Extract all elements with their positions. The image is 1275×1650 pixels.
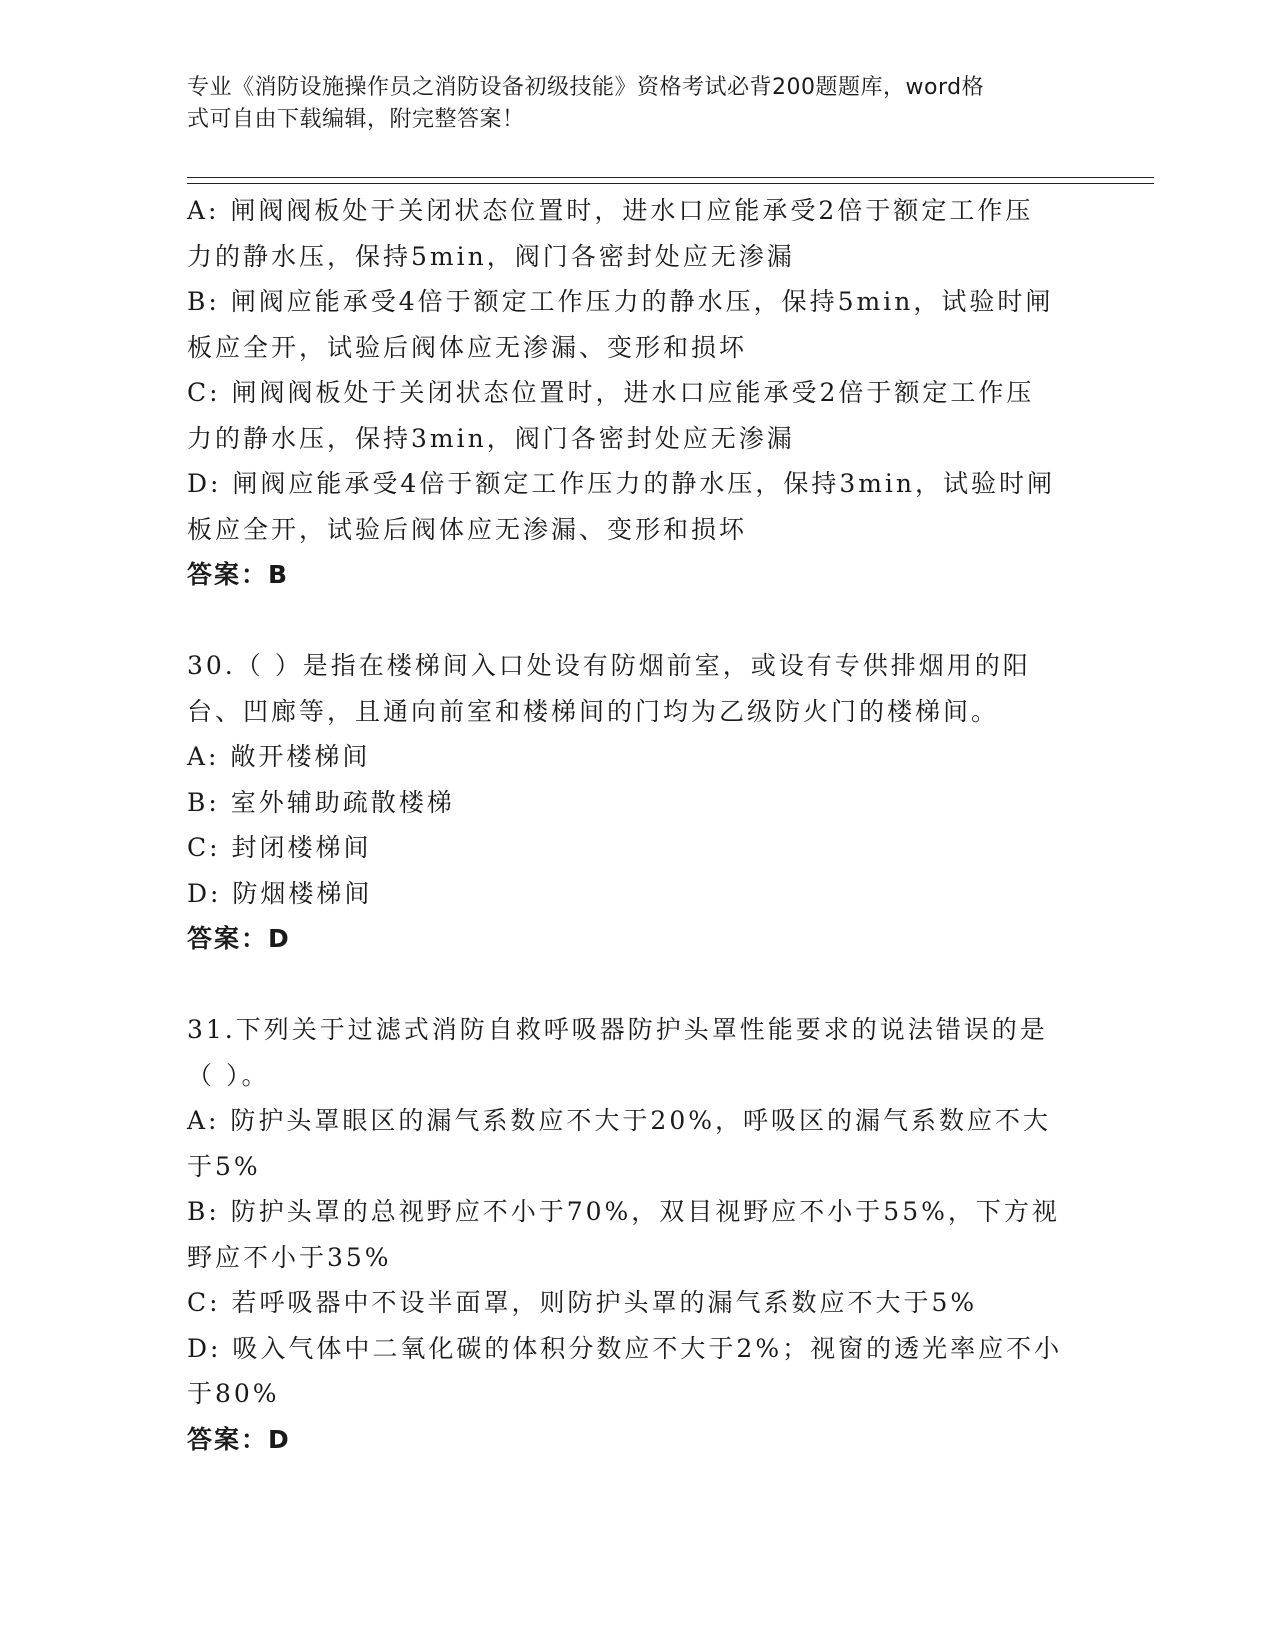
page-header — [187, 72, 1077, 136]
option-a-line-2: 于5% — [187, 1151, 261, 1181]
option-d: D: 防烟楼梯间 — [187, 878, 373, 908]
question-stem-line-2: （ ）。 — [187, 1060, 270, 1090]
question-stem-line-1: 31.下列关于过滤式消防自救呼吸器防护头罩性能要求的说法错误的是 — [187, 1015, 1048, 1044]
option-b-line-1: B: 闸阀应能承受4倍于额定工作压力的静水压，保持5min，试验时闸 — [187, 287, 1054, 316]
question-30 — [187, 643, 1087, 962]
header-divider-bottom — [187, 183, 1154, 184]
question-stem-line-2: 台、凹廊等，且通向前室和楼梯间的门均为乙级防火门的楼梯间。 — [187, 696, 1000, 726]
spacer — [187, 962, 1087, 1008]
question-content — [187, 188, 1087, 1462]
option-a-line-2: 力的静水压，保持5min，阀门各密封处应无渗漏 — [187, 241, 795, 271]
option-c-line-2: 力的静水压，保持3min，阀门各密封处应无渗漏 — [187, 423, 795, 453]
answer: 答案：B — [187, 560, 290, 589]
option-c-line-1: C: 闸阀阀板处于关闭状态位置时，进水口应能承受2倍于额定工作压 — [187, 378, 1035, 407]
question-stem-line-1: 30.（ ）是指在楼梯间入口处设有防烟前室，或设有专供排烟用的阳 — [187, 651, 1031, 680]
option-b-line-2: 野应不小于35% — [187, 1242, 392, 1272]
option-d-line-1: D: 闸阀应能承受4倍于额定工作压力的静水压，保持3min，试验时闸 — [187, 469, 1056, 498]
option-a-line-1: A: 闸阀阀板处于关闭状态位置时，进水口应能承受2倍于额定工作压 — [187, 196, 1034, 225]
answer: 答案：D — [187, 1424, 291, 1454]
answer: 答案：D — [187, 924, 291, 953]
option-c: C: 封闭楼梯间 — [187, 833, 372, 862]
option-b: B: 室外辅助疏散楼梯 — [187, 787, 455, 817]
header-line-2: 式可自由下载编辑，附完整答案！ — [187, 107, 525, 132]
option-c: C: 若呼吸器中不设半面罩，则防护头罩的漏气系数应不大于5% — [187, 1288, 978, 1317]
header-line-1: 专业《消防设施操作员之消防设备初级技能》资格考试必背200题题库，word格 — [187, 75, 985, 100]
option-a: A: 敞开楼梯间 — [187, 742, 371, 771]
option-d-line-2: 于80% — [187, 1379, 280, 1408]
option-d-line-1: D: 吸入气体中二氧化碳的体积分数应不大于2%；视窗的透光率应不小 — [187, 1333, 1063, 1363]
option-a-line-1: A: 防护头罩眼区的漏气系数应不大于20%，呼吸区的漏气系数应不大 — [187, 1106, 1051, 1135]
option-b-line-2: 板应全开，试验后阀体应无渗漏、变形和损坏 — [187, 332, 748, 362]
question-31 — [187, 1007, 1087, 1462]
option-d-line-2: 板应全开，试验后阀体应无渗漏、变形和损坏 — [187, 514, 748, 544]
question-29 — [187, 188, 1087, 598]
spacer — [187, 598, 1087, 644]
option-b-line-1: B: 防护头罩的总视野应不小于70%，双目视野应不小于55%，下方视 — [187, 1197, 1060, 1226]
header-divider-top — [187, 177, 1154, 178]
